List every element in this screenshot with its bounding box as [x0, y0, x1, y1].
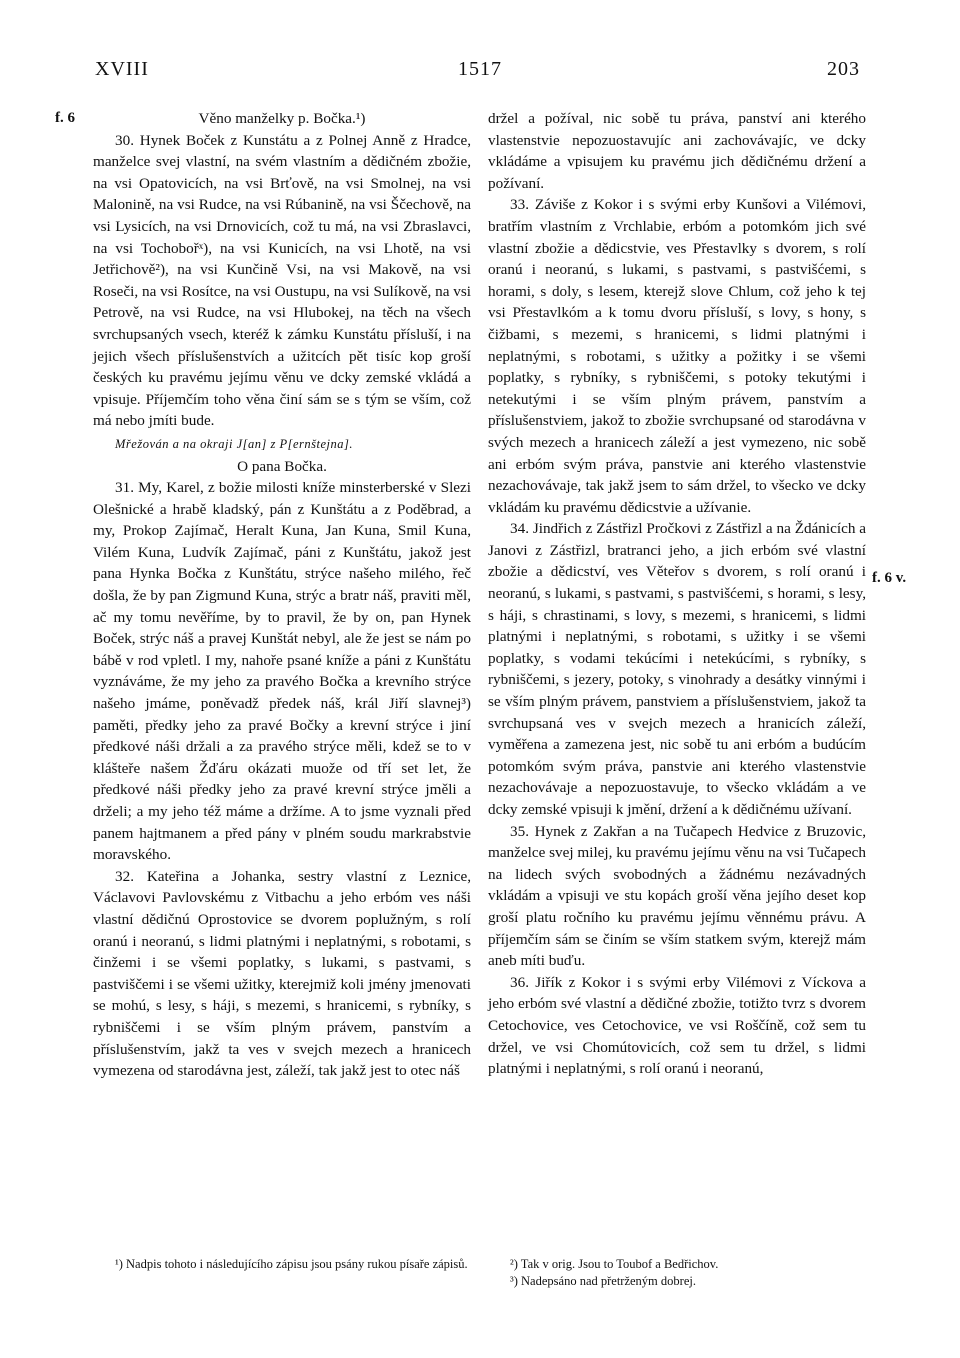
footnote-2: ²) Tak v orig. Jsou to Toubof a Bedřichov.	[510, 1257, 719, 1271]
entry-30: 30. Hynek Boček z Kunstátu a z Polnej Anně z Hradce, manželce svej vlastní, na svém vlastním a dědičném zbožie, na vsi Opatovicích, na vsi Brťově, na vsi Smolnej, na vsi Malonině, na vsi Rudce, na vsi Rúbanině, na vsi Ščechově, na vsi Lysicích, na vsi Drnovicích, což tu má, na vsi Zbraslavci, na vsi Tochobořˣ), na vsi Kunicích, na vsi Lhotě, na vsi Jetřichově²), na vsi Kunčině Vsi, na vsi Makově, na vsi Roseči, na vsi Rosítce, na vsi Oustupu, na vsi Sulíkově, na vsi Petrově, na vsi Rudce, na vsi Hlubokej, na těch na všech svrchupsaných vsech, kteréž k zámku Kunstátu přísluší, i na jejich všech příslušenstvích a užitcích pět tisíc kop groší českých ku pravému jejímu věnu ve dcky zemské vkládá a vpisuje. Příjemčím toho věna činí sám se s tým se vším, což má nebo jmíti bude.	[93, 131, 471, 430]
footnotes-right	[488, 1256, 866, 1290]
entry-34: 34. Jindřich z Zástřizl Pročkovi z Zástřizl a na Ždánicích a Janovi z Zástřizl, bratranci jeho, a jich erbóm své vlastní zbožie a dědicství, ves Věteřov s dvorem, s rolí oranú i neoranú, s lukami, s pastvami, s pastvišćemi, s horami, s lesy, s háji, s chrastinami, s lovy, s mezemi, s hranicemi, s lidmi platnými i neplatnými, s robotami, s užitky i se všemi poplatky, s vodami tekúcími i netekúcími, s rybníky, s rybniščemi, s jezery, potoky, s vinohrady a desátky vinnými i se vším plným právem, panstviem a příslušenstviem, jakož ta svrchupsaná ves v svejch mezech a hranicích záleží, vyměřena a zamezena jest, nic sobě tu ani erbóm a budúcím potomkóm svým práva, panstvie ani kterého vlastenstvie nezachovávaje a nepozuostavuje, to všecko vkládám a ve dcky zemské vpisuji k jmění, držení a k dědičnému užívaní.	[488, 520, 866, 818]
entry-35: 35. Hynek z Zakřan a na Tučapech Hedvice z Bruzovic, manželce svej milej, ku pravému jejímu věnu na vsi Tučapech na lidech svých svobodných a žádnému nezávadných vkládám a vpisuji ve stu kopách groší věna jejího deset kop groší platu ročního ku pravému jejímu věnnému právu. A příjemčím sám se činím se vším statkem svým, kterejž mám aneb míti buďu.	[488, 822, 866, 970]
volume-number: XVIII	[95, 58, 149, 80]
footnotes-left	[93, 1256, 471, 1273]
page-year: 1517	[458, 58, 502, 80]
page-number: 203	[827, 58, 860, 80]
entry-30-note: Mřežován a na okraji J[an] z P[ernštejna].	[115, 436, 353, 451]
left-column	[93, 108, 471, 1082]
entry-32: 32. Kateřina a Johanka, sestry vlastní z Leznice, Václavovi Pavlovskému z Vitbachu a jeho erbóm ves náši vlastní dědičnú Oprostovice se dvorem poplužným, s rolí oranú i neoranú, s lidmi platnými i neplatnými, s robotami, s činžemi i se všemi poplatky, s lukami, s pastvami, s pastviščemi i se všemi užitky, kterejmiž koli jmény jmenovati se mohú, s lesy, s háji, s mezemi, s hranicemi, s rybníky, s rybniščemi i se vším plným právem, panstvím a příslušenstvím, jakž ta ves v svejch mezech a hranicech vymezena od starodávna jest, záleží, tak jakž jest to otec náš	[93, 867, 471, 1080]
footnote-1: ¹) Nadpis tohoto i následujícího zápisu jsou psány rukou písaře zápisů.	[115, 1257, 468, 1271]
right-column	[488, 108, 866, 1080]
subheading-bocek: O pana Bočka.	[237, 457, 327, 475]
entry-33: 33. Záviše z Kokor i s svými erby Kunšovi a Vilémovi, bratřím vlastním z Vrchlabie, erbóm a potomkóm jich své vlastní zbožie a dědicstvie, ves Přestavlky s dvorem, s rolí oranú i neoranú, s lukami, s pastvami, s pastvišćemi, s horami, s doly, s lesem, kterejž slove Chlum, což jeho k tej vsi Přestavlkóm a k tomu dvoru přísluší, s lovy, s hony, s čižbami, s mezemi, s hranicemi, s lidmi platnými i neplatnými, s robotami, s užitky a požitky i se všemi poplatky, s rybníky, s rybniščemi, s potoky tekutými i netekutými i se vším plným právem, panstvím a příslušenstviem, jakož to zbožie svrchupsané od starodávna v svých mezech a hranicech záleží a jest vymezeno, nic sobě ani erbóm svým práva, panstvie ani kterého vlastenstvie nezachovávaje, tak jakž jsem to sám držel, to všecko ve dcky vkládám ku pravému dědicstvie a užívanie.	[488, 196, 866, 516]
entry-31: 31. My, Karel, z božie milosti kníže minsterberské v Slezi Olešnické a hrabě kladský, pán z Kunštátu a z Poděbrad, a my, Prokop Zajímač, Heralt Kuna, Jan Kuna, Smil Kuna, Vilém Kuna, Ludvík Zajímač, páni z Kunštátu, jakož jest pana Hynka Bočka z Kunštátu, strýce našeho milého, řeč došla, že by pan Zigmund Kuna, strýc a bratr náš, praviti měl, ač my tomu nevěříme, by to pravil, že by on, pan Hynek Boček, strýc náš a pravej Kunštát nebyl, ale že jest se nám po bábě v rod vpletl. I my, nahoře psané kníže a páni z Kunštátu vyznáváme, že my jeho za pravého Bočka a krevního strýce našeho jmáme, poněvadž předek náš, král Jiří slavnej³) paměti, předky jeho za pravé Bočky a krevní strýce i jiní předkové náši držali a za pravého strýce měli, kdež se to v klášteře našem Žďáru okázati muože od tří set let, že předkové náši předky jeho za pravé krevní strýce jměli a drželi; a my jeho též máme a držíme. A to jsme vyznali před panem hajtmanem a před pány v plném soudu markrabstvie moravského.	[93, 479, 471, 864]
heading-veno: Věno manželky p. Bočka.¹)	[198, 110, 366, 127]
folio-note-right: f. 6 v.	[872, 570, 907, 586]
footnote-3: ³) Nadepsáno nad přetrženým dobrej.	[510, 1274, 696, 1288]
folio-note-left: f. 6	[55, 110, 75, 126]
entry-36: 36. Jiřík z Kokor i s svými erby Vilémovi z Víckova a jeho erbóm své vlastní a dědičné zbožie, totižto tvrz s dvorem Cetochovice, ves Cetochovice, ve vsi Roščíně, což sem tu držel, ve vsi Chomútovicích, což sem tu držel, s lidmi platnými i neplatnými, s rolí oranú i neoranú,	[488, 973, 866, 1078]
entry-32-continued: držel a požíval, nic sobě tu práva, panství ani kterého vlastenstvie nepozuostavujíc ani zachovávajíc, ve dcky vkládáme a vpisujem ku pravému jich dědičnému držení a požívaní.	[488, 110, 866, 192]
